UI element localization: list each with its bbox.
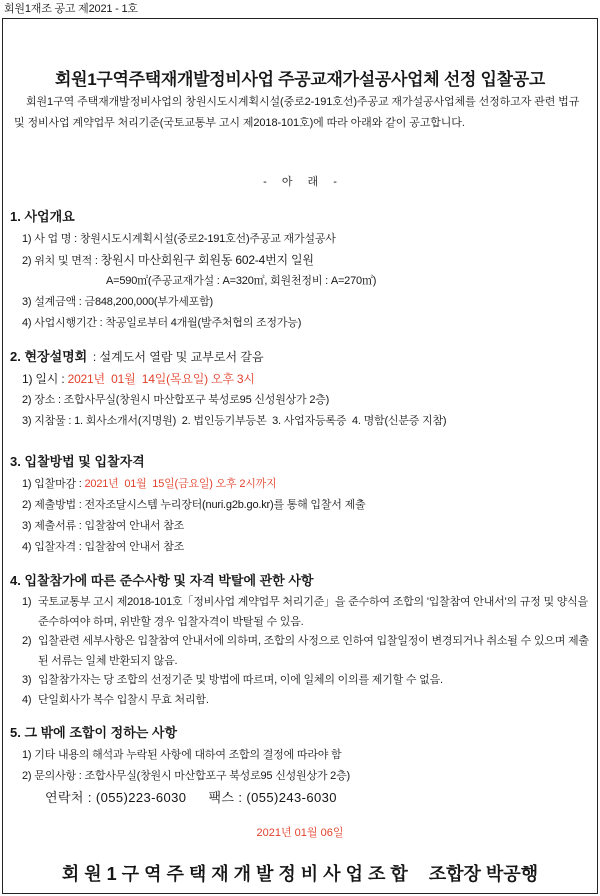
item-label: 2) 위치 및 면적 : [22,255,98,267]
item-label: 3) 제출서류 : [22,520,82,532]
list-item [10,390,592,411]
item-label: 2) 장소 : [22,394,61,406]
list-item [10,691,592,711]
list-item [10,495,592,516]
item-text: 국토교통부 고시 제2018-101호「정비사업 계약업무 처리기준」을 준수하여 조합의 '입찰참여 안내서'의 규정 및 양식을 준수하여야 하며, 위반할 경우 입찰자격이 박탈될 수 있음. [38,596,589,628]
section-other-matters [10,721,592,808]
list-item [10,411,592,432]
list-item [10,250,592,271]
item-label: 1) 사 업 명 : [22,233,77,245]
item-value: 입찰참여 안내서 참조 [84,541,185,553]
item-label: 3) 설계금액 : [22,296,82,308]
item-value-date: 2021년 01월 14일(목요일) 오후 3시 [67,372,255,386]
item-text: 입찰관련 세부사항은 입찰참여 안내서에 의하며, 조합의 사정으로 인하여 입찰일정이 변경되거나 취소될 수 있으며 제출된 서류는 일체 반환되지 않음. [38,635,589,667]
fax-number: (055)243-6030 [246,790,337,805]
item-value: 금848,200,000(부가세포함) [84,296,213,308]
association-name: 회 원 1 구 역 주 택 재 개 발 정 비 사 업 조 합 [61,864,408,884]
issuer-signature [0,860,600,888]
intro-paragraph: 회원1구역 주택재개발정비사업의 창원시도시계획시설(중로2-191호선)주공교 재가설공사업체를 선정하고자 관련 법규 및 정비사업 계약업무 처리기준(국토교통부 고시 제2018-101호)에 따라 아래와 같이 공고합니다. [14,96,580,129]
list-item [10,229,592,250]
item-value: 1. 회사소개서(지명원) 2. 법인등기부등본 3. 사업자등록증 4. 명함(신분증 지참) [74,415,447,427]
list-item [10,745,592,766]
list-item [10,369,592,390]
list-item [10,766,592,787]
item-number: 1) [22,596,32,608]
item-label: 4) 사업시행기간 : [22,317,103,329]
list-item [10,313,592,334]
section-site-briefing [10,345,592,432]
item-label: 1) [22,749,32,761]
item-number: 4) [22,693,32,706]
fax-label: 팩스 : [208,790,243,805]
list-item [10,632,592,671]
list-item [10,671,592,691]
item-value: A=590㎡(주공교재가설 : A=320㎡, 회원천정비 : A=270㎡) [106,275,377,287]
item-value: 조합사무실(창원시 마산합포구 북성로95 신성원상가 2층) [84,770,350,782]
section-bidding-method [10,450,592,558]
item-text: 입찰참가자는 당 조합의 선정기준 및 방법에 따르며, 이에 일체의 이의를 제기할 수 없음. [38,674,443,686]
item-label: 1) 일시 : [22,372,65,386]
item-number: 3) [22,674,32,686]
item-value: 조합사무실(창원시 마산합포구 북성로95 신성원상가 2층) [63,394,330,406]
chairman-name: 조합장 박공행 [428,864,539,884]
item-label: 1) 입찰마감 : [22,478,82,490]
item-value: 입찰참여 안내서 참조 [84,520,185,532]
item-value: 전자조달시스템 누리장터(nuri.g2b.go.kr)를 통해 입찰서 제출 [84,499,366,511]
item-label: 4) 입찰자격 : [22,541,82,553]
list-item [10,516,592,537]
section-heading: 4. 입찰참가에 따른 준수사항 및 자격 박탈에 관한 사항 [10,573,314,588]
section-project-overview [10,205,592,334]
section-heading [10,345,592,369]
contact-line [10,787,592,808]
section-compliance [10,569,592,710]
item-value: 기타 내용의 해석과 누락된 사항에 대하여 조합의 결정에 따라야 함 [34,749,342,761]
phone-number: (055)223-6030 [95,790,187,805]
list-item [10,474,592,495]
item-text: 단일회사가 복수 입찰시 무효 처리함. [38,693,209,706]
item-label: 3) 지참물 : [22,415,72,427]
item-value: 창원시도시계획시설(중로2-191호선)주공교 재가설공사 [79,233,336,245]
notice-number: 회원1재조 공고 제2021 - 1호 [4,3,138,15]
section-heading: 1. 사업개요 [10,209,75,224]
item-number: 2) [22,635,32,647]
below-marker: - 아 래 - [263,176,337,188]
list-item [10,537,592,558]
area-detail [10,271,592,292]
item-value-deadline: 2021년 01월 15일(금요일) 오후 2시까지 [84,478,277,490]
list-item [10,292,592,313]
section-heading: 3. 입찰방법 및 입찰자격 [10,454,145,469]
list-item [10,593,592,632]
heading-note: : 설계도서 열람 및 교부로서 갈음 [92,350,264,364]
item-label: 2) 문의사항 : [22,770,82,782]
notice-date: 2021년 01월 06일 [256,827,344,839]
heading-text: 2. 현장설명회 [10,349,88,364]
item-label: 2) 제출방법 : [22,499,82,511]
phone-label: 연락처 : [45,790,92,805]
item-value: 착공일로부터 4개월(발주처협의 조정가능) [105,317,302,329]
item-value: 창원시 마산회원구 회원동 602-4번지 일원 [100,253,314,267]
section-heading: 5. 그 밖에 조합이 정하는 사항 [10,725,178,740]
document-title: 회원1구역주택재개발정비사업 주공교재가설공사업체 선정 입찰공고 [55,70,545,89]
